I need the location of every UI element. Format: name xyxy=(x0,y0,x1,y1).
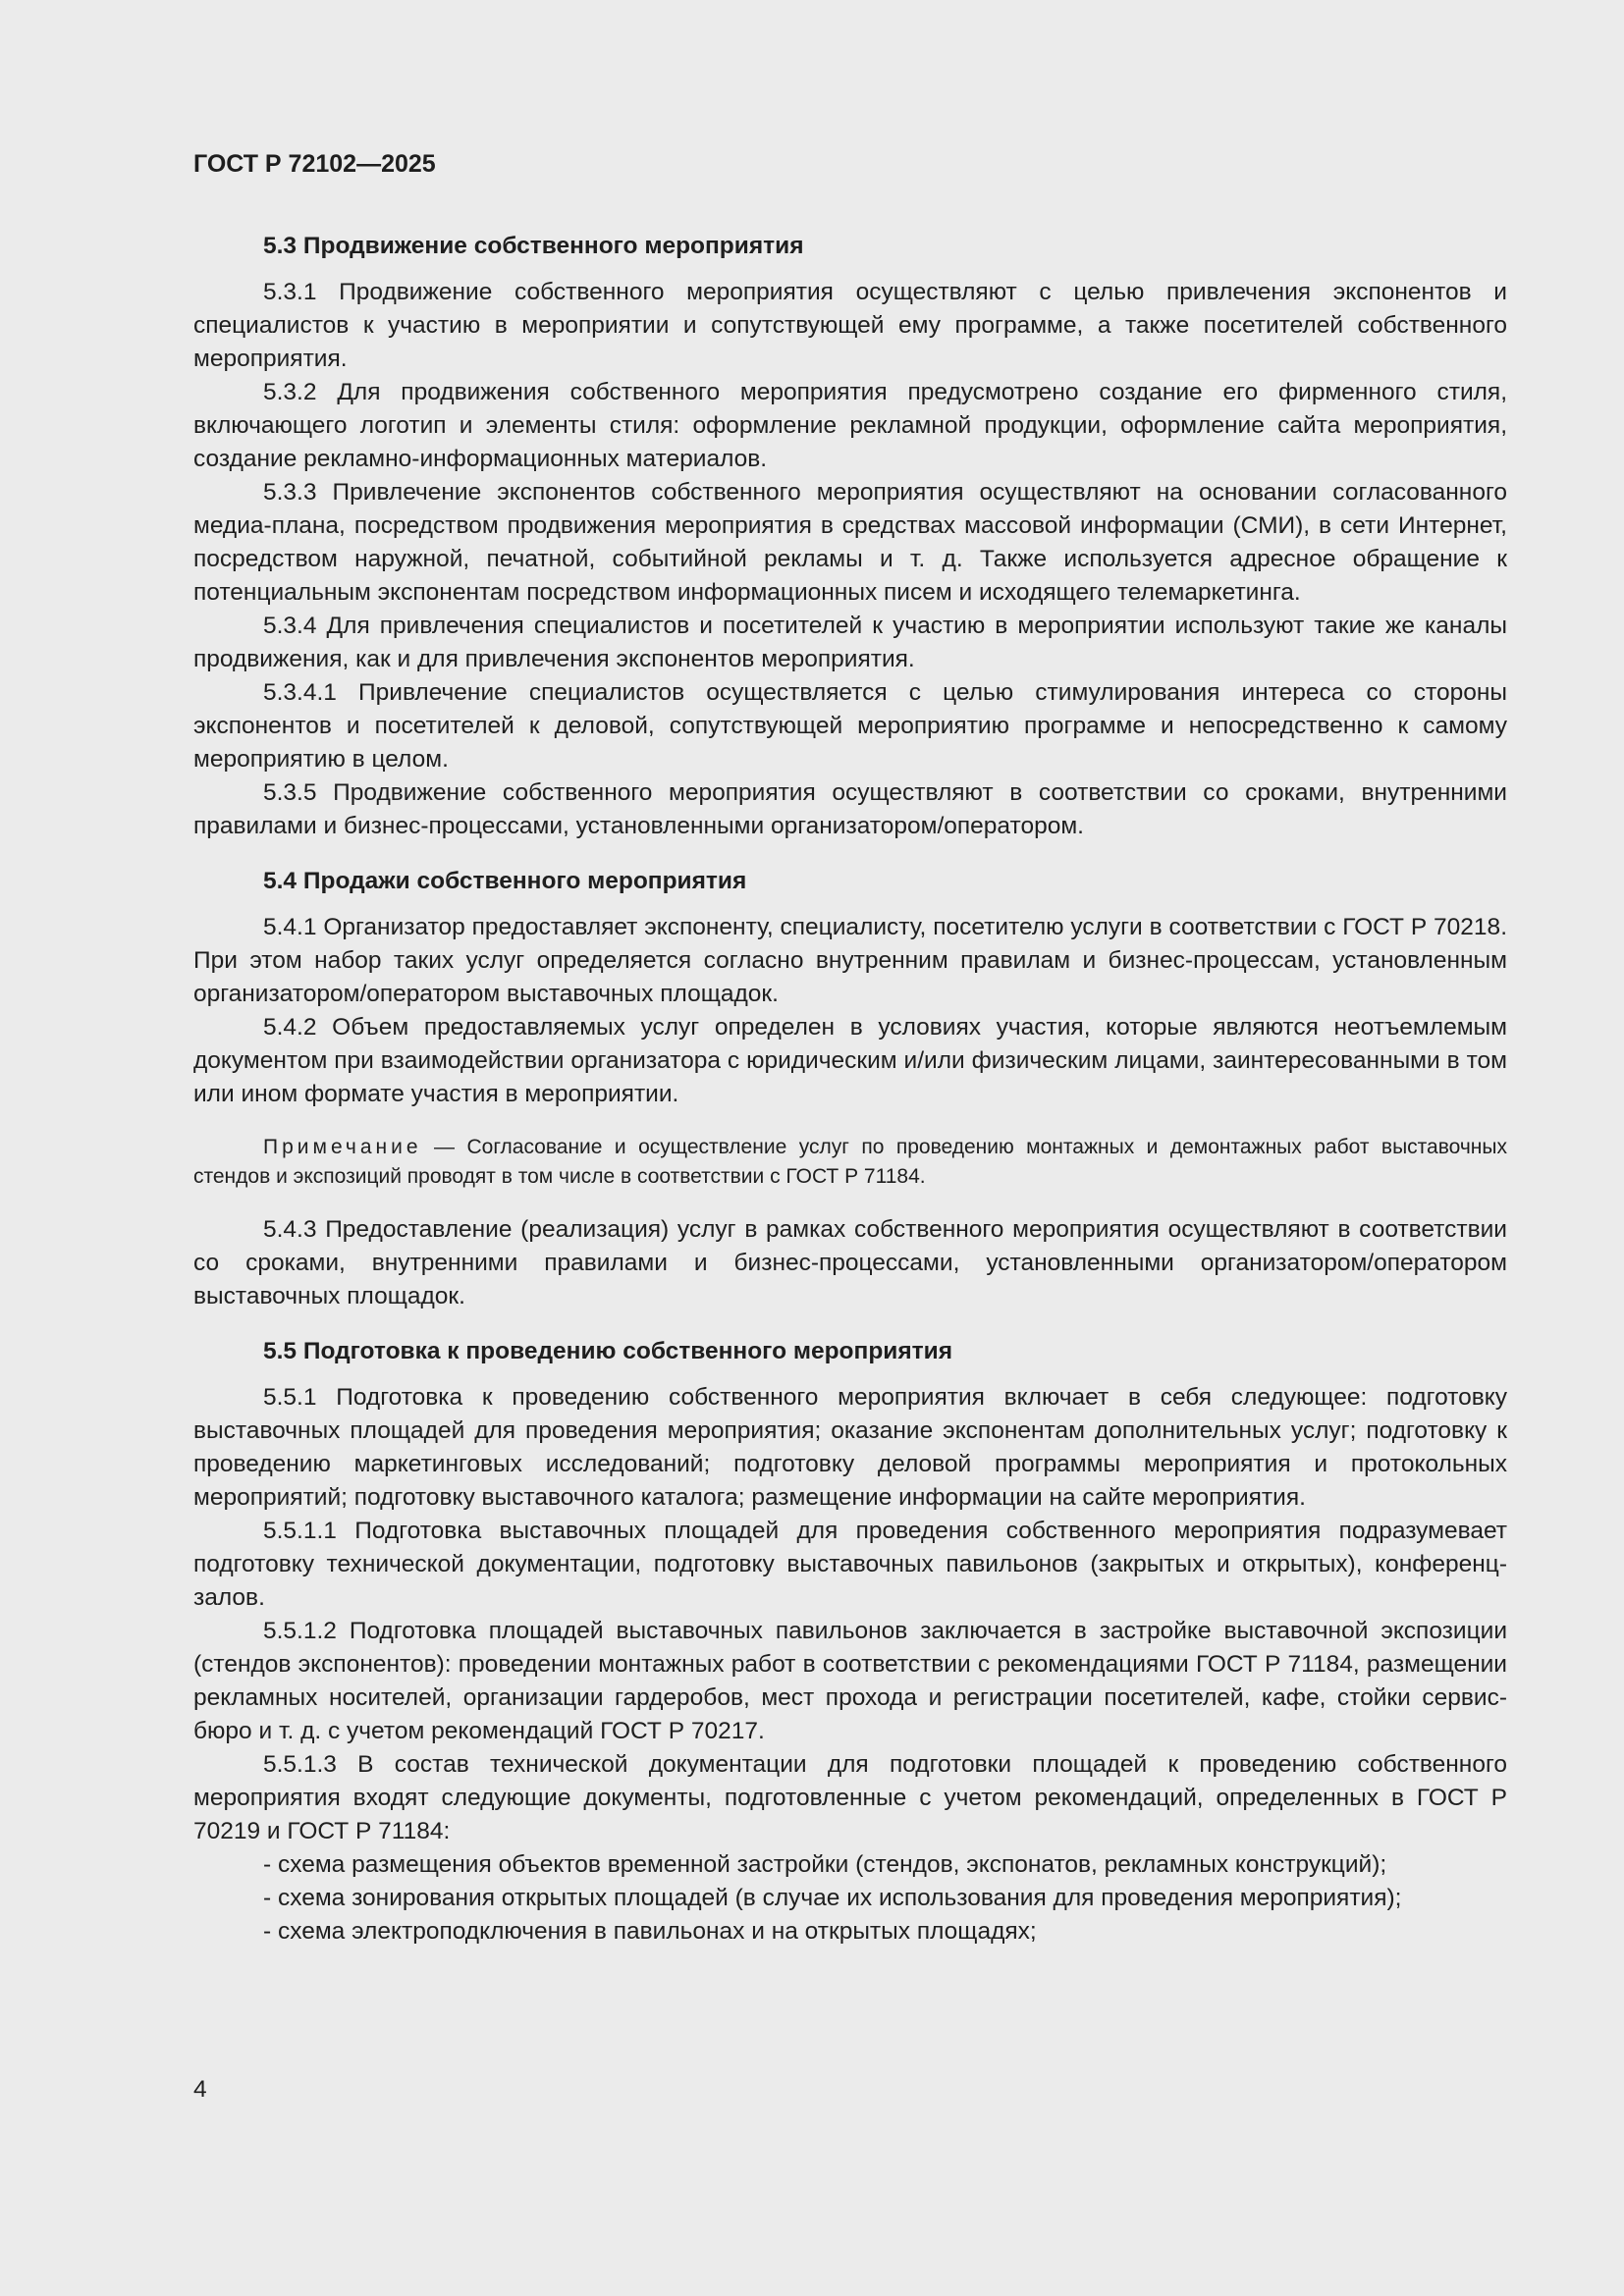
paragraph-5-5-1-2: 5.5.1.2 Подготовка площадей выставочных павильонов заключается в застройке выставочной экспозиции (стендов экспонентов): проведении монтажных работ в соответствии с рекомендациями ГОСТ Р 71184, размещении рекламных носителей, организации гардеробов, мест прохода и регистрации посетителей, кафе, стойки сервис-бюро и т. д. с учетом рекомендаций ГОСТ Р 70217. xyxy=(193,1618,1507,1744)
document-header: ГОСТ Р 72102—2025 xyxy=(193,150,436,178)
section-heading-5-3: 5.3 Продвижение собственного мероприятия xyxy=(263,233,804,259)
paragraph-5-5-1: 5.5.1 Подготовка к проведению собственного мероприятия включает в себя следующее: подготовку выставочных площадей для проведения мероприятия; оказание экспонентам дополнительных услуг; подготовку к проведению маркетинговых исследований; подготовку деловой программы мероприятия и протокольных мероприятий; подготовку выставочного каталога; размещение информации на сайте мероприятия. xyxy=(193,1384,1507,1511)
list-item: - схема размещения объектов временной застройки (стендов, экспонатов, рекламных конструкций); xyxy=(263,1851,1387,1878)
list-item: - схема зонирования открытых площадей (в случае их использования для проведения мероприятия); xyxy=(263,1885,1402,1911)
paragraph-5-5-1-1: 5.5.1.1 Подготовка выставочных площадей для проведения собственного мероприятия подразумевает подготовку технической документации, подготовку выставочных павильонов (закрытых и открытых), конференц-залов. xyxy=(193,1518,1507,1611)
paragraph-5-3-5: 5.3.5 Продвижение собственного мероприятия осуществляют в соответствии со сроками, внутренними правилами и бизнес-процессами, установленными организатором/оператором. xyxy=(193,779,1507,839)
list-item: - схема электроподключения в павильонах и на открытых площадях; xyxy=(263,1918,1037,1945)
note-label: Примечание xyxy=(263,1136,422,1158)
paragraph-5-3-2: 5.3.2 Для продвижения собственного мероприятия предусмотрено создание его фирменного стиля, включающего логотип и элементы стиля: оформление рекламной продукции, оформление сайта мероприятия, создание рекламно-информационных материалов. xyxy=(193,379,1507,472)
paragraph-5-3-4: 5.3.4 Для привлечения специалистов и посетителей к участию в мероприятии используют такие же каналы продвижения, как и для привлечения экспонентов мероприятия. xyxy=(193,613,1507,672)
document-page xyxy=(193,147,1507,1949)
note xyxy=(193,1133,1507,1192)
section-heading-5-5: 5.5 Подготовка к проведению собственного мероприятия xyxy=(263,1338,952,1364)
paragraph-5-3-1: 5.3.1 Продвижение собственного мероприятия осуществляют с целью привлечения экспонентов и специалистов к участию в мероприятии и сопутствующей ему программе, а также посетителей собственного мероприятия. xyxy=(193,279,1507,372)
paragraph-5-3-3: 5.3.3 Привлечение экспонентов собственного мероприятия осуществляют на основании согласованного медиа-плана, посредством продвижения мероприятия в средствах массовой информации (СМИ), в сети Интернет, посредством наружной, печатной, событийной рекламы и т. д. Также используется адресное обращение к потенциальным экспонентам посредством информационных писем и исходящего телемаркетинга. xyxy=(193,479,1507,606)
paragraph-5-4-2: 5.4.2 Объем предоставляемых услуг определен в условиях участия, которые являются неотъемлемым документом при взаимодействии организатора с юридическим и/или физическим лицами, заинтересованными в том или ином формате участия в мероприятии. xyxy=(193,1014,1507,1107)
paragraph-5-3-4-1: 5.3.4.1 Привлечение специалистов осуществляется с целью стимулирования интереса со стороны экспонентов и посетителей к деловой, сопутствующей мероприятию программе и непосредственно к самому мероприятию в целом. xyxy=(193,679,1507,773)
paragraph-5-4-1: 5.4.1 Организатор предоставляет экспоненту, специалисту, посетителю услуги в соответствии с ГОСТ Р 70218. При этом набор таких услуг определяется согласно внутренним правилам и бизнес-процессам, установленным организатором/оператором выставочных площадок. xyxy=(193,914,1507,1007)
paragraph-5-5-1-3: 5.5.1.3 В состав технической документации для подготовки площадей к проведению собственного мероприятия входят следующие документы, подготовленные с учетом рекомендаций, определенных в ГОСТ Р 70219 и ГОСТ Р 71184: xyxy=(193,1751,1507,1844)
paragraph-5-4-3: 5.4.3 Предоставление (реализация) услуг в рамках собственного мероприятия осуществляют в соответствии со сроками, внутренними правилами и бизнес-процессами, установленными организатором/оператором выставочных площадок. xyxy=(193,1216,1507,1309)
page-number: 4 xyxy=(193,2076,207,2103)
note-text: — Согласование и осуществление услуг по проведению монтажных и демонтажных работ выставочных стендов и экспозиций проводят в том числе в соответствии с ГОСТ Р 71184. xyxy=(193,1136,1507,1188)
section-heading-5-4: 5.4 Продажи собственного мероприятия xyxy=(263,868,747,894)
